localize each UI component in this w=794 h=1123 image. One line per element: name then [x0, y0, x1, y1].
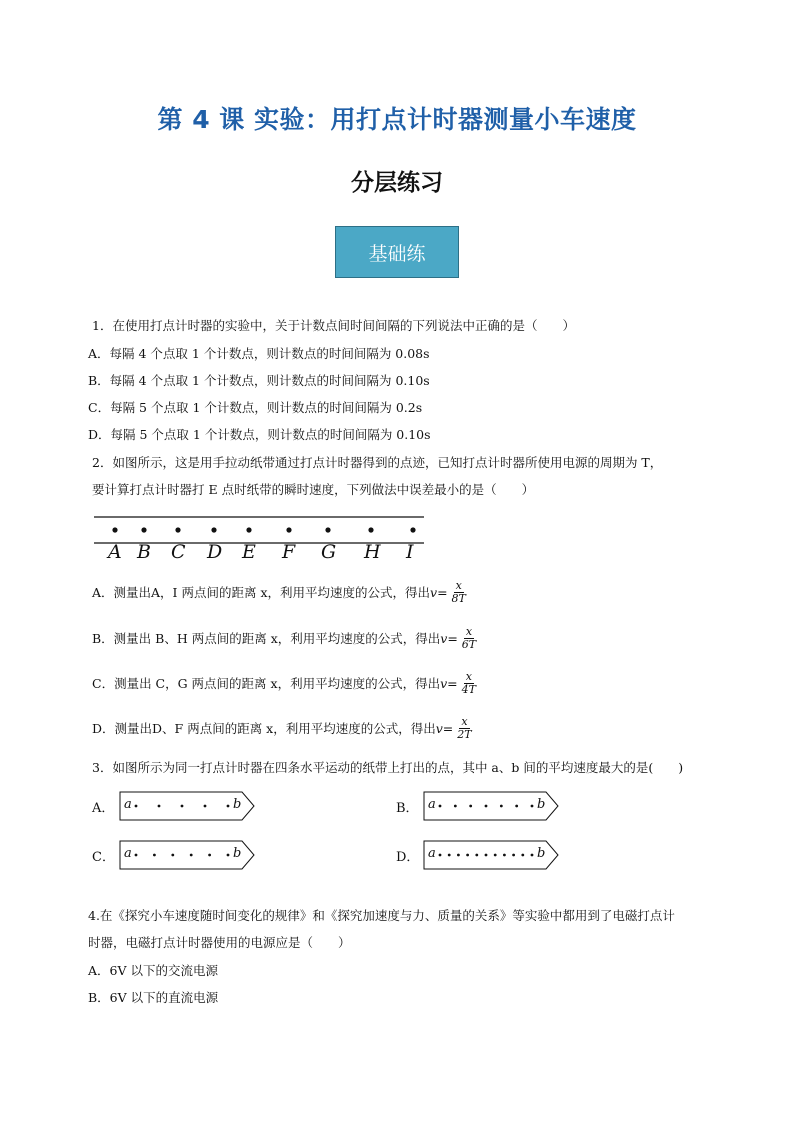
strip-dot: [448, 854, 451, 857]
q2-option-c-text: C．测量出 C，G 两点间的距离 x，利用平均速度的公式，得出: [92, 675, 441, 691]
q2-option-d-v: v: [435, 720, 443, 736]
q2-option-d-eq: =: [442, 720, 454, 736]
tape-dot-C: [175, 527, 180, 532]
tape-label-E: E: [242, 541, 256, 563]
q2-option-a: [92, 580, 468, 605]
tape-label-G: G: [321, 541, 337, 563]
q1-stem: 1．在使用打点计时器的实验中，关于计数点间时间间隔的下列说法中正确的是（ ）: [92, 318, 575, 333]
q2-option-a-den: 8T: [451, 592, 466, 605]
strip-dot: [171, 854, 174, 857]
tape-label-C: C: [171, 541, 186, 563]
q2-option-c-num: x: [465, 670, 472, 683]
tape-dot-E: [246, 527, 251, 532]
q2-option-c-eq: =: [447, 675, 458, 691]
q3-strip-b-dots: [436, 797, 536, 815]
q2-option-c-v: v: [440, 675, 448, 691]
tape-label-I: I: [406, 541, 414, 563]
q2-option-d: [92, 716, 474, 741]
strip-dot: [466, 854, 469, 857]
strip-dot: [457, 854, 460, 857]
q3-strip-a-start: a: [124, 797, 132, 812]
tape-label-A: A: [108, 541, 122, 563]
q4-stem-line2: 时器，电磁打点计时器使用的电源应是（ ）: [88, 935, 351, 950]
strip-dot: [454, 805, 457, 808]
q2-option-c-fraction: [460, 671, 478, 696]
q1-option-d: D．每隔 5 个点取 1 个计数点，则计数点的时间间隔为 0.10s: [88, 427, 431, 442]
q2-option-c-den: 4T: [461, 683, 476, 696]
strip-dot: [515, 805, 518, 808]
q3-strip-d-label: D．: [396, 850, 420, 865]
q2-option-a-eq: =: [437, 584, 448, 600]
strip-dot: [512, 854, 515, 857]
strip-dot: [485, 805, 488, 808]
tape-dot-I: [410, 527, 415, 532]
strip-dot: [531, 805, 534, 808]
q2-stem-line2: 要计算打点计时器打 E 点时纸带的瞬时速度，下列做法中误差最小的是（ ）: [92, 482, 535, 497]
strip-dot: [135, 805, 138, 808]
q3-strip-a-end: b: [233, 797, 242, 812]
strip-dot: [475, 854, 478, 857]
strip-dot: [503, 854, 506, 857]
q3-strip-d-end: b: [537, 846, 546, 861]
strip-dot: [469, 805, 472, 808]
q4-option-a: A．6V 以下的交流电源: [88, 963, 218, 978]
section-badge: 基础练: [335, 226, 459, 278]
tape-label-F: F: [282, 541, 296, 563]
strip-dot: [227, 805, 230, 808]
q2-option-a-num: x: [455, 579, 462, 592]
q3-strip-c-dots: [132, 846, 232, 864]
q3-strip-c-end: b: [233, 846, 242, 861]
q2-option-b-v: v: [440, 630, 448, 646]
q2-option-a-text: A．测量出A，I 两点间的距离 x，利用平均速度的公式，得出: [92, 584, 430, 600]
q2-option-b-num: x: [465, 625, 473, 638]
strip-dot: [227, 854, 230, 857]
q2-option-d-fraction: [455, 716, 473, 741]
tape-label-D: D: [207, 541, 223, 563]
q2-option-b-eq: =: [447, 630, 458, 646]
q2-option-d-den: 2T: [457, 728, 472, 741]
q2-option-a-v: v: [430, 584, 438, 600]
q2-option-b-den: 6T: [461, 638, 477, 651]
q3-strip-a-label: A．: [92, 801, 115, 816]
strip-dot: [158, 805, 161, 808]
strip-dot: [135, 854, 138, 857]
q1-option-c: C．每隔 5 个点取 1 个计数点，则计数点的时间间隔为 0.2s: [88, 400, 423, 415]
strip-dot: [500, 805, 503, 808]
q2-option-b-fraction: [460, 626, 478, 651]
q1-option-a: A．每隔 4 个点取 1 个计数点，则计数点的时间间隔为 0.08s: [88, 346, 430, 361]
tape-label-B: B: [137, 541, 151, 563]
strip-dot: [439, 805, 442, 808]
q4-option-b: B．6V 以下的直流电源: [88, 990, 219, 1005]
strip-dot: [521, 854, 524, 857]
q3-strip-b-start: a: [428, 797, 436, 812]
q2-stem-line1: 2．如图所示，这是用手拉动纸带通过打点计时器得到的点迹，已知打点计时器所使用电源的周期为 T，: [92, 455, 663, 470]
q3-stem: 3．如图所示为同一打点计时器在四条水平运动的纸带上打出的点，其中 a、b 间的平均速度最大的是( ): [92, 760, 684, 775]
strip-dot: [153, 854, 156, 857]
q2-option-d-num: x: [461, 715, 468, 728]
q4-stem-line1: 4.在《探究小车速度随时间变化的规律》和《探究加速度与力、质量的关系》等实验中都用到了电磁打点计: [88, 908, 675, 923]
strip-dot: [204, 805, 207, 808]
strip-dot: [439, 854, 442, 857]
q3-strip-b-label: B．: [396, 801, 419, 816]
tape-dot-G: [325, 527, 330, 532]
tape-label-H: H: [364, 541, 381, 563]
q3-strip-d-start: a: [428, 846, 436, 861]
q3-strip-b-end: b: [537, 797, 546, 812]
tape-dot-D: [211, 527, 216, 532]
q3-strip-c-start: a: [124, 846, 132, 861]
page-title: 第 4 课 实验：用打点计时器测量小车速度: [157, 105, 637, 134]
tape-dot-F: [286, 527, 291, 532]
q3-strip-d-dots: [436, 846, 536, 864]
tape-dot-H: [368, 527, 373, 532]
q2-option-b: [92, 626, 478, 651]
tape-dot-B: [141, 527, 146, 532]
tape-dot-A: [112, 527, 117, 532]
q2-option-a-fraction: [450, 580, 468, 605]
q3-strip-a-dots: [132, 797, 232, 815]
strip-dot: [181, 805, 184, 808]
q2-option-b-text: B．测量出 B、H 两点间的距离 x，利用平均速度的公式，得出: [92, 630, 441, 646]
q3-strip-c-label: C．: [92, 850, 115, 865]
strip-dot: [485, 854, 488, 857]
strip-dot: [531, 854, 534, 857]
q2-option-c: [92, 671, 478, 696]
strip-dot: [494, 854, 497, 857]
q1-option-b: B．每隔 4 个点取 1 个计数点，则计数点的时间间隔为 0.10s: [88, 373, 430, 388]
strip-dot: [190, 854, 193, 857]
q2-option-d-text: D．测量出D、F 两点间的距离 x，利用平均速度的公式，得出: [92, 720, 436, 736]
page-subtitle: 分层练习: [351, 170, 443, 196]
strip-dot: [208, 854, 211, 857]
